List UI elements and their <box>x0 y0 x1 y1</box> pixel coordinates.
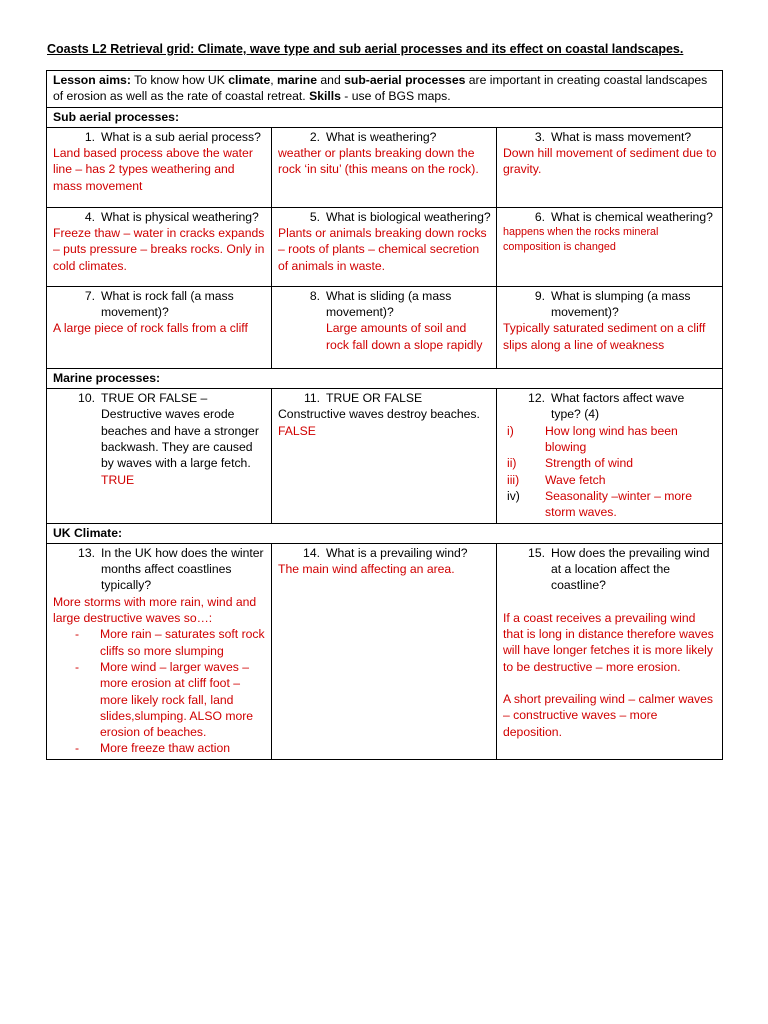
question-cell-5: 5. What is biological weathering? Plants or animals breaking down rocks – roots of plants – chemical secretion of animals in waste. <box>272 207 497 286</box>
answer-text: TRUE <box>101 472 135 487</box>
answer-text: happens when the rocks mineral composition is changed <box>503 226 659 254</box>
answer-text: weather or plants breaking down the rock ‘in situ’ (this means on the rock). <box>278 146 479 177</box>
question-cell-11: 11. TRUE OR FALSE Constructive waves destroy beaches. FALSE <box>272 389 497 523</box>
question-cell-13: 13. In the UK how does the winter months affect coastlines typically? More storms with more rain, wind and large destructive waves so…: - More rain – saturates soft rock cliffs so more slumping - More wind – larger waves – more erosion at cliff foot – more likely rock fall, land slides,slumping. ALSO more erosion of beaches. - More freeze thaw action <box>47 543 272 759</box>
question-cell-4: 4. What is physical weathering? Freeze thaw – water in cracks expands – puts pressure – breaks rocks. Only in cold climates. <box>47 207 272 286</box>
answer-text: If a coast receives a prevailing wind that is long in distance therefore waves will have longer fetches it is more likely to be destructive – more erosion. <box>503 610 714 674</box>
answer-text-2: A short prevailing wind – calmer waves – constructive waves – more deposition. <box>503 691 713 739</box>
question-text: What is mass movement? <box>551 129 692 144</box>
question-text: TRUE OR FALSE <box>326 391 423 406</box>
page-title: Coasts L2 Retrieval grid: Climate, wave type and sub aerial processes and its effect on coastal landscapes. <box>47 42 684 56</box>
section-heading-climate: UK Climate: <box>47 523 723 543</box>
question-text: What is biological weathering? <box>326 209 491 224</box>
section-heading-marine: Marine processes: <box>47 368 723 388</box>
question-cell-12: 12. What factors affect wave type? (4) i) How long wind has been blowing ii) Strength of wind iii) Wave fetch iv) Seasonality –winter – more storm waves. <box>497 389 723 523</box>
answer-text: Freeze thaw – water in cracks expands – puts pressure – breaks rocks. Only in cold climates. <box>53 226 265 273</box>
question-cell-7: 7. What is rock fall (a mass movement)? A large piece of rock falls from a cliff <box>47 286 272 368</box>
answer-text: Land based process above the water line – has 2 types weathering and mass movement <box>53 146 253 193</box>
answer-text: Plants or animals breaking down rocks – roots of plants – chemical secretion of animals in waste. <box>278 226 487 273</box>
answer-text: FALSE <box>278 423 316 438</box>
question-text: What is sliding (a mass movement)? <box>326 288 452 320</box>
question-cell-9: 9. What is slumping (a mass movement)? Typically saturated sediment on a cliff slips along a line of weakness <box>497 286 723 368</box>
list-item: ii) Strength of wind <box>507 456 634 471</box>
list-item: iii) Wave fetch <box>507 472 606 487</box>
lesson-aims: Lesson aims: To know how UK climate, marine and sub-aerial processes are important in creating coastal landscapes of erosion as well as the rate of coastal retreat. Skills - use of BGS maps. <box>47 71 723 108</box>
question-text: What is physical weathering? <box>101 209 259 224</box>
question-cell-6: 6. What is chemical weathering? happens when the rocks mineral composition is changed <box>497 207 723 286</box>
question-cell-3: 3. What is mass movement? Down hill movement of sediment due to gravity. <box>497 127 723 207</box>
question-cell-8: 8. What is sliding (a mass movement)? Large amounts of soil and rock fall down a slope rapidly <box>272 286 497 368</box>
factor-list <box>503 423 717 521</box>
list-item: i) How long wind has been blowing <box>507 423 678 455</box>
question-cell-2: 2. What is weathering? weather or plants breaking down the rock ‘in situ’ (this means on the rock). <box>272 127 497 207</box>
question-text: What is a prevailing wind? <box>326 545 468 560</box>
effect-list <box>53 626 266 756</box>
question-text: How does the prevailing wind at a location affect the coastline? <box>551 545 710 593</box>
answer-text: A large piece of rock falls from a cliff <box>53 321 248 336</box>
question-text-continued: Constructive waves destroy beaches. <box>278 407 480 422</box>
question-cell-14: 14. What is a prevailing wind? The main wind affecting an area. <box>272 543 497 759</box>
question-cell-10: 10. TRUE OR FALSE – Destructive waves erode beaches and have a stronger backwash. They are caused by waves with a large fetch. TRUE <box>47 389 272 523</box>
list-item: iv) Seasonality –winter – more storm waves. <box>507 488 692 520</box>
question-text: What factors affect wave type? (4) <box>551 391 685 422</box>
answer-text: The main wind affecting an area. <box>278 562 455 577</box>
answer-text: Typically saturated sediment on a cliff slips along a line of weakness <box>503 321 706 352</box>
retrieval-grid <box>46 70 723 760</box>
question-text: TRUE OR FALSE – Destructive waves erode beaches and have a stronger backwash. They are caused by waves with a large fetch. TRUE <box>101 391 259 487</box>
question-text: What is a sub aerial process? <box>101 129 261 144</box>
answer-text: More storms with more rain, wind and large destructive waves so…: <box>53 594 257 626</box>
list-item: - More rain – saturates soft rock cliffs so more slumping <box>75 627 265 658</box>
list-item: - More wind – larger waves – more erosion at cliff foot – more likely rock fall, land slides,slumping. ALSO more erosion of beaches. <box>75 659 254 740</box>
section-heading-sub-aerial: Sub aerial processes: <box>47 107 723 127</box>
question-text: What is weathering? <box>326 129 437 144</box>
question-text: What is chemical weathering? <box>551 209 713 224</box>
question-text: What is slumping (a mass movement)? <box>551 288 691 320</box>
answer-text: Down hill movement of sediment due to gravity. <box>503 146 717 177</box>
answer-text: Large amounts of soil and rock fall down a slope rapidly <box>326 321 483 352</box>
question-cell-1: 1. What is a sub aerial process? Land based process above the water line – has 2 types weathering and mass movement <box>47 127 272 207</box>
list-item: - More freeze thaw action <box>75 741 231 756</box>
lesson-aims-row <box>47 71 723 108</box>
question-text: What is rock fall (a mass movement)? <box>101 288 234 320</box>
question-cell-15: 15. How does the prevailing wind at a location affect the coastline? If a coast receives a prevailing wind that is long in distance therefore waves will have longer fetches it is more likely to be destructive – more erosion. A short prevailing wind – calmer waves – constructive waves – more deposition. <box>497 543 723 759</box>
question-text: In the UK how does the winter months affect coastlines typically? <box>101 545 264 593</box>
